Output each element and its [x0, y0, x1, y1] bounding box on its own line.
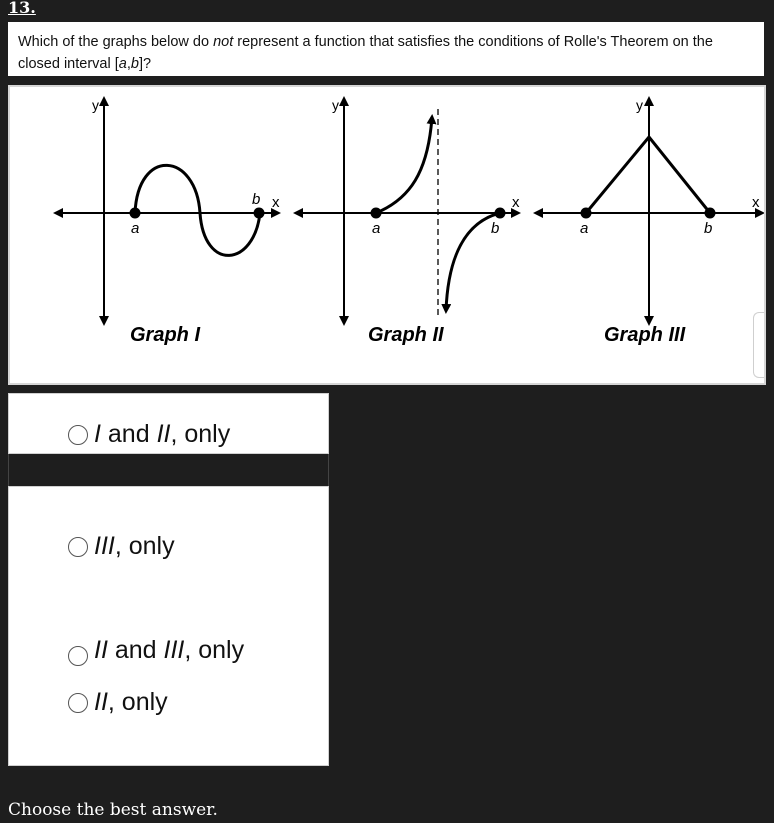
- y-label-3: y: [636, 97, 643, 113]
- option-3-part2: III: [163, 635, 185, 664]
- prompt-emphasis: not: [213, 34, 234, 50]
- option-4-label: [94, 688, 168, 717]
- option-3-label: [94, 636, 244, 665]
- point-a-2: [371, 208, 382, 219]
- graph-label-1: Graph I: [130, 324, 201, 346]
- point-a-1: [130, 208, 141, 219]
- option-1-label: [94, 420, 230, 449]
- option-2-part1: III: [94, 532, 115, 560]
- x-label-3: x: [752, 194, 760, 211]
- x-label-2: x: [512, 194, 520, 211]
- option-2-radio[interactable]: [68, 537, 88, 557]
- question-prompt: [8, 22, 764, 76]
- option-1-tail: , only: [170, 420, 231, 448]
- choices-panel-top: [8, 393, 329, 454]
- curve-1: [135, 165, 260, 255]
- graphs-svg: [10, 87, 764, 383]
- y-label-1: y: [92, 97, 99, 113]
- option-4[interactable]: [68, 688, 168, 717]
- option-1-part1: I: [94, 420, 101, 448]
- option-3-tail: , only: [184, 635, 245, 664]
- option-3-radio[interactable]: [68, 646, 88, 666]
- b-label-1: b: [252, 191, 261, 208]
- y-label-2: y: [332, 97, 339, 113]
- a-label-2: a: [372, 220, 381, 237]
- b-label-2: b: [491, 220, 500, 237]
- graph-label-2: Graph II: [368, 324, 444, 346]
- question-number: 13.: [8, 0, 36, 17]
- curve-2-left: [376, 117, 432, 213]
- option-2[interactable]: [68, 532, 175, 561]
- option-2-tail: , only: [114, 532, 175, 560]
- point-b-3: [705, 208, 716, 219]
- interval-b: b: [130, 56, 139, 72]
- option-1-mid: and: [100, 420, 157, 448]
- point-b-2: [495, 208, 506, 219]
- prompt-text-2: represent a function that satisfies the conditions of Rolle's Theorem on the closed interval [: [18, 34, 713, 72]
- b-label-3: b: [704, 220, 713, 237]
- graph-label-3: Graph III: [604, 324, 686, 346]
- option-1-radio[interactable]: [68, 425, 88, 445]
- graphs-figure: [8, 85, 766, 385]
- interval-separator: ,: [126, 56, 131, 72]
- option-3-part1: II: [94, 635, 108, 664]
- option-1-part2: II: [156, 420, 171, 448]
- option-1[interactable]: [68, 420, 230, 449]
- graph-2: [296, 97, 520, 346]
- interval-a: a: [118, 56, 127, 72]
- side-scroll-tab[interactable]: [753, 312, 764, 378]
- prompt-end: ]?: [138, 56, 152, 72]
- graph-3: [536, 97, 762, 346]
- x-label-1: x: [272, 194, 280, 211]
- option-3[interactable]: [68, 634, 244, 666]
- option-2-label: [94, 532, 175, 561]
- point-b-1: [254, 208, 265, 219]
- a-label-3: a: [580, 220, 589, 237]
- option-3-mid: and: [107, 635, 164, 664]
- option-4-tail: , only: [107, 688, 168, 716]
- prompt-text: Which of the graphs below do: [18, 34, 214, 50]
- option-4-radio[interactable]: [68, 693, 88, 713]
- point-a-3: [581, 208, 592, 219]
- instruction-text: Choose the best answer.: [8, 800, 218, 820]
- graph-1: [56, 97, 280, 346]
- choices-panel-bottom: [8, 486, 329, 766]
- a-label-1: a: [131, 220, 140, 237]
- choices-divider: [8, 454, 329, 486]
- option-4-part1: II: [94, 688, 108, 716]
